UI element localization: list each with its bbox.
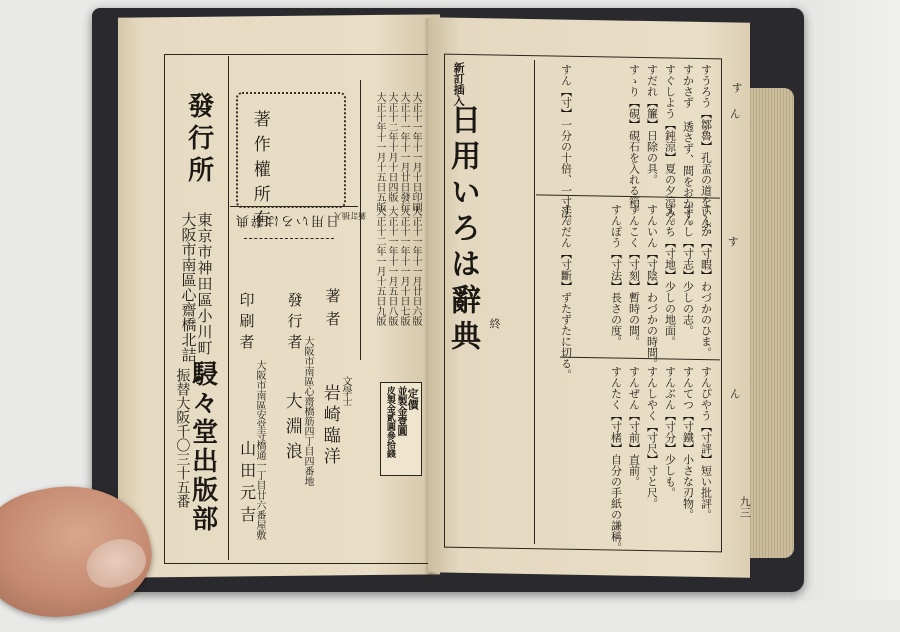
dictionary-entry: すんし【寸志】少しの志。 (681, 204, 695, 336)
index-kana: ん (728, 388, 742, 399)
dictionary-frame (444, 54, 722, 553)
copyright-stamp-text: 著作權所有 (249, 110, 270, 235)
issuer-label: 發行者 (285, 292, 304, 355)
title-end-mark: 終 (488, 318, 502, 329)
publisher-name: 駸々堂出版部 (187, 360, 218, 534)
printer-label: 印刷者 (237, 292, 256, 355)
book-title: 日用いろは辭典 (445, 104, 480, 356)
index-kana: ん (728, 108, 742, 119)
dictionary-entry: すんぴやう【寸評】短い批評。 (699, 366, 713, 520)
publisher-label: 發行所 (183, 92, 214, 188)
dictionary-entry: すんぶん【寸分】少しも。 (663, 366, 677, 498)
dictionary-entry: すかさず 透さず、間をおかず。 (681, 64, 695, 231)
date-line: 大正十一年十一月五日八版 (386, 206, 397, 326)
price-line: 並製金壹圓 (395, 386, 406, 436)
dictionary-entry: すだれ【簾】日除の具。 (645, 64, 659, 185)
price-line: 皮製金貳圓參拾錢 (384, 386, 395, 458)
dictionary-entry: すんか【寸暇】わづかのひま。 (699, 204, 713, 358)
date-line: 大正十二年一月十五日九版 (374, 206, 385, 326)
background-surface (790, 0, 900, 600)
advertisement-tag: 新訂插入 (334, 210, 366, 220)
dictionary-entry: すぐしよう【鈍涼】夏の夕涼み。 (663, 64, 677, 229)
author-label: 著者 (323, 288, 342, 334)
index-kana: す (726, 236, 740, 247)
printer-name: 山田元吉 (237, 440, 257, 528)
index-kana: す (730, 82, 744, 93)
publisher-address-1: 東京市神田區小川町一 (195, 212, 214, 372)
author-name: 岩崎臨洋 (319, 384, 340, 468)
dictionary-entry: すんち【寸地】少しの地面。 (663, 204, 677, 347)
advertisement-text: 日用いろは辭典 (234, 212, 340, 228)
dictionary-entry: すゝり【硯】硯石を入れる箱。 (627, 64, 641, 218)
issuer-name: 大淵浪 (281, 392, 302, 467)
dictionary-entry: すんこく【寸刻】暫時の間。 (627, 204, 641, 347)
dictionary-entry: すんぜん【寸前】直前。 (627, 366, 641, 487)
title-tag: 新訂插入 (452, 62, 466, 106)
date-line: 大正十二年十月十日四版 (386, 92, 397, 202)
price-label: 定價 (406, 388, 420, 410)
page-number: 九三 (738, 496, 752, 518)
dictionary-entry: すんぽう【寸法】長さの度。 (609, 204, 623, 347)
date-line: 大正十一年十一月廿日發行 (398, 92, 409, 212)
issuer-address: 大阪市南區心齋橋筋四丁目四番地 (302, 336, 313, 486)
colophon-divider (228, 56, 229, 560)
dictionary-entry: すんだん【寸斷】ずたずたに切る。 (559, 204, 573, 380)
advertisement-underline (244, 238, 334, 239)
dictionary-entry: すんいん【寸陰】わづかの時間。 (645, 204, 659, 369)
author-title: 文學士 (340, 376, 351, 406)
page-edges (748, 88, 794, 558)
dictionary-entry: すん【寸】一分の十倍、一寸法。 (559, 64, 573, 229)
date-line: 大正十一年十一月十日七版 (398, 206, 409, 326)
dictionary-entry: すんたく【寸楮】自分の手紙の謙稱。 (609, 366, 623, 553)
publisher-account: 振替大阪千〇三十五番 (174, 368, 191, 508)
colophon-divider-dates (360, 80, 361, 360)
dictionary-entry: すんてつ【寸鐵】小さな刃物。 (681, 366, 695, 520)
dictionary-entry: すうろう【鄒魯】孔孟の道をいふ。 (699, 64, 713, 240)
date-line: 大正十一年十一月十日印刷 (410, 92, 421, 212)
date-line: 大正十一年十一月廿日六版 (410, 206, 421, 326)
dictionary-entry: すんしやく【寸尺】寸と尺。 (645, 366, 659, 509)
publisher-address-2: 大阪市南區心齋橋北詰 (179, 212, 198, 362)
title-divider (534, 60, 535, 544)
printer-address: 大阪市南區安堂寺橋通一丁目廿六番屋敷 (254, 360, 265, 540)
date-line: 大正十年十一月十五日五版 (374, 92, 385, 212)
